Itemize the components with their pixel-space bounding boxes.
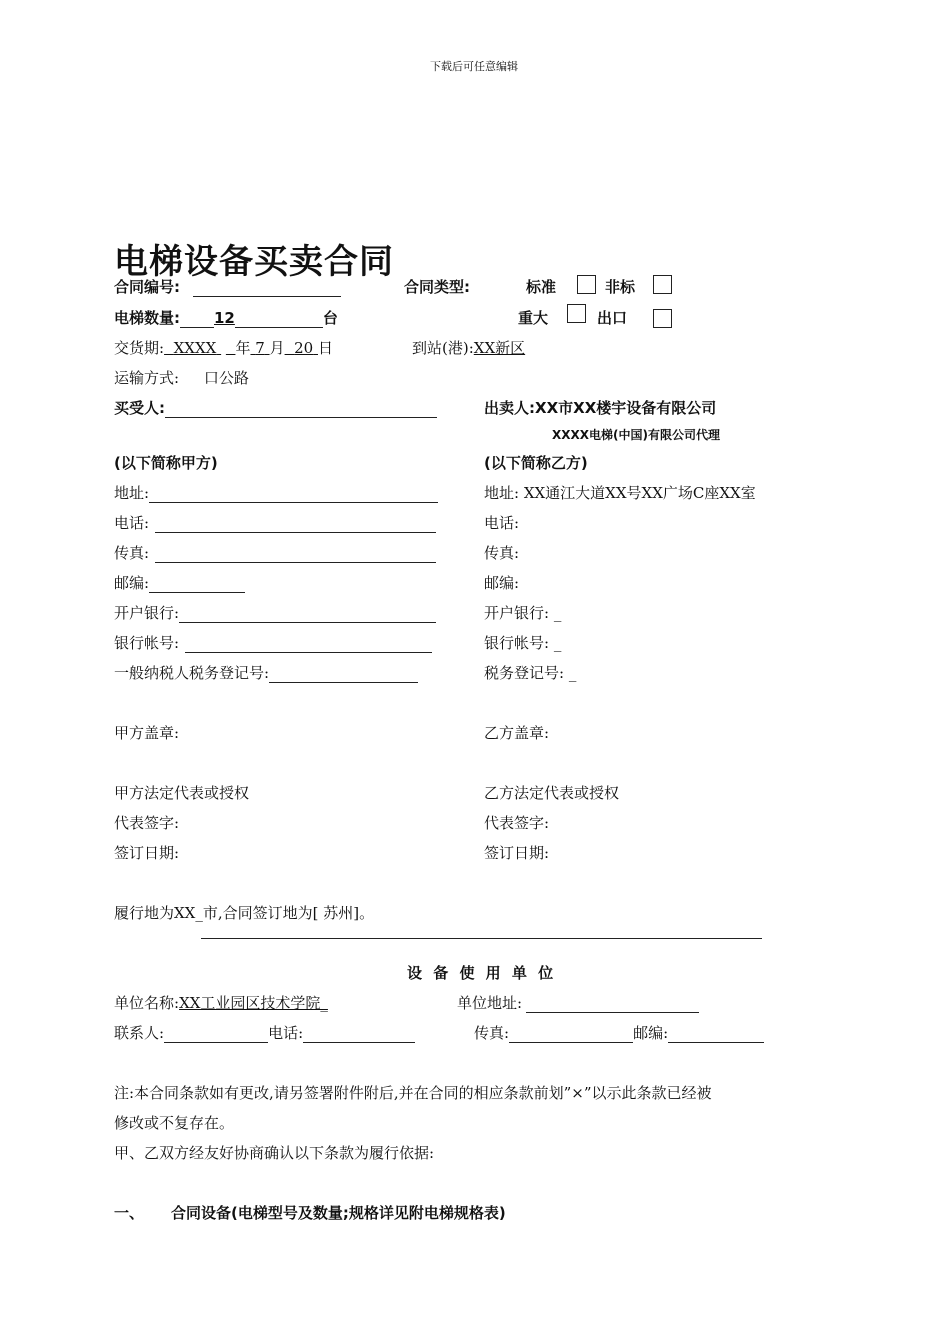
buyer-label: 买受人:	[114, 399, 165, 417]
unit-contact-label: 联系人:	[114, 1024, 165, 1042]
seller-date-label: 签订日期:	[484, 844, 550, 862]
note-line-3: 甲、乙双方经友好协商确认以下条款为履行依据:	[114, 1144, 435, 1162]
seller-alias: (以下简称乙方)	[484, 454, 588, 472]
checkbox-major[interactable]	[567, 304, 586, 323]
buyer-zip-field[interactable]	[149, 575, 245, 593]
buyer-name-field[interactable]	[165, 400, 437, 418]
checkbox-export[interactable]	[653, 309, 672, 328]
station-value[interactable]: XX新区	[473, 339, 526, 357]
buyer-account-label: 银行帐号:	[114, 634, 180, 652]
buyer-address-field[interactable]	[149, 485, 438, 503]
buyer-bank-field[interactable]	[179, 605, 436, 623]
checkbox-nonstandard[interactable]	[653, 275, 672, 294]
buyer-fax-label: 传真:	[114, 544, 150, 562]
buyer-tax-field[interactable]	[269, 665, 418, 683]
buyer-alias: (以下简称甲方)	[114, 454, 218, 472]
buyer-rep-label: 甲方法定代表或授权	[114, 784, 250, 802]
unit-address-field[interactable]	[526, 995, 699, 1013]
delivery-day[interactable]: 20	[294, 339, 314, 357]
year-char: 年	[235, 339, 251, 357]
header-note: 下载后可任意编辑	[430, 60, 518, 73]
month-char: 月	[269, 339, 285, 357]
seller-tax: 税务登记号: _	[484, 664, 577, 682]
unit-name-label: 单位名称:	[114, 994, 180, 1012]
place-of-performance: 履行地为XX_市,合同签订地为[ 苏州]。	[114, 904, 375, 922]
seller-label: 出卖人:XX市XX楼宇设备有限公司	[484, 399, 717, 417]
note-line-2: 修改或不复存在。	[114, 1114, 235, 1132]
unit-phone-field[interactable]	[303, 1025, 415, 1043]
unit-heading: 设 备 使 用 单 位	[407, 964, 557, 982]
buyer-bank-label: 开户银行:	[114, 604, 180, 622]
buyer-address-label: 地址:	[114, 484, 150, 502]
buyer-tax-label: 一般纳税人税务登记号:	[114, 664, 270, 682]
seller-agent: XXXX电梯(中国)有限公司代理	[552, 428, 720, 442]
elevator-qty-value[interactable]: 12	[214, 309, 235, 327]
note-line-1: 注:本合同条款如有更改,请另签署附件附后,并在合同的相应条款前划”×”以示此条款已经被	[114, 1084, 712, 1102]
unit-zip-label: 邮编:	[633, 1024, 669, 1042]
unit-phone-label: 电话:	[268, 1024, 304, 1042]
elevator-qty-unit: 台	[322, 309, 338, 327]
buyer-seal-label: 甲方盖章:	[114, 724, 180, 742]
delivery-label: 交货期:	[114, 339, 165, 357]
seller-seal-label: 乙方盖章:	[484, 724, 550, 742]
seller-address: 地址: XX通江大道XX号XX广场C座XX室	[484, 484, 756, 502]
seller-zip-label: 邮编:	[484, 574, 520, 592]
transport-label: 运输方式:	[114, 369, 180, 387]
unit-name-value[interactable]: XX工业园区技术学院_	[179, 994, 328, 1012]
elevator-qty-label: 电梯数量:	[114, 309, 180, 327]
section-1-title: 合同设备(电梯型号及数量;规格详见附电梯规格表)	[171, 1204, 506, 1222]
buyer-phone-field[interactable]	[155, 515, 436, 533]
page-title: 电梯设备买卖合同	[114, 242, 394, 282]
buyer-phone-label: 电话:	[114, 514, 150, 532]
unit-zip-field[interactable]	[668, 1025, 764, 1043]
buyer-zip-label: 邮编:	[114, 574, 150, 592]
option-major-label: 重大	[518, 309, 549, 327]
seller-phone-label: 电话:	[484, 514, 520, 532]
contract-type-label: 合同类型:	[404, 278, 470, 296]
checkbox-standard[interactable]	[577, 275, 596, 294]
buyer-fax-field[interactable]	[155, 545, 436, 563]
transport-value[interactable]: 口公路	[203, 369, 249, 387]
contract-number-field[interactable]	[193, 279, 341, 297]
seller-fax-label: 传真:	[484, 544, 520, 562]
delivery-year[interactable]: XXXX	[173, 339, 217, 357]
station-label: 到站(港):	[412, 339, 474, 357]
buyer-account-field[interactable]	[185, 635, 432, 653]
seller-rep-label: 乙方法定代表或授权	[484, 784, 620, 802]
section-1-number: 一、	[114, 1204, 145, 1222]
divider	[201, 938, 762, 939]
seller-bank: 开户银行: _	[484, 604, 562, 622]
seller-account: 银行帐号: _	[484, 634, 562, 652]
unit-address-label: 单位地址:	[457, 994, 523, 1012]
unit-fax-label: 传真:	[474, 1024, 510, 1042]
day-char: 日	[318, 339, 334, 357]
unit-fax-field[interactable]	[509, 1025, 633, 1043]
option-export-label: 出口	[597, 309, 628, 327]
buyer-date-label: 签订日期:	[114, 844, 180, 862]
delivery-month[interactable]: 7	[255, 339, 265, 357]
seller-sign-label: 代表签字:	[484, 814, 550, 832]
contract-number-label: 合同编号:	[114, 278, 180, 296]
unit-contact-field[interactable]	[164, 1025, 268, 1043]
option-standard-label: 标准	[526, 278, 557, 296]
option-nonstandard-label: 非标	[605, 278, 636, 296]
buyer-sign-label: 代表签字:	[114, 814, 180, 832]
